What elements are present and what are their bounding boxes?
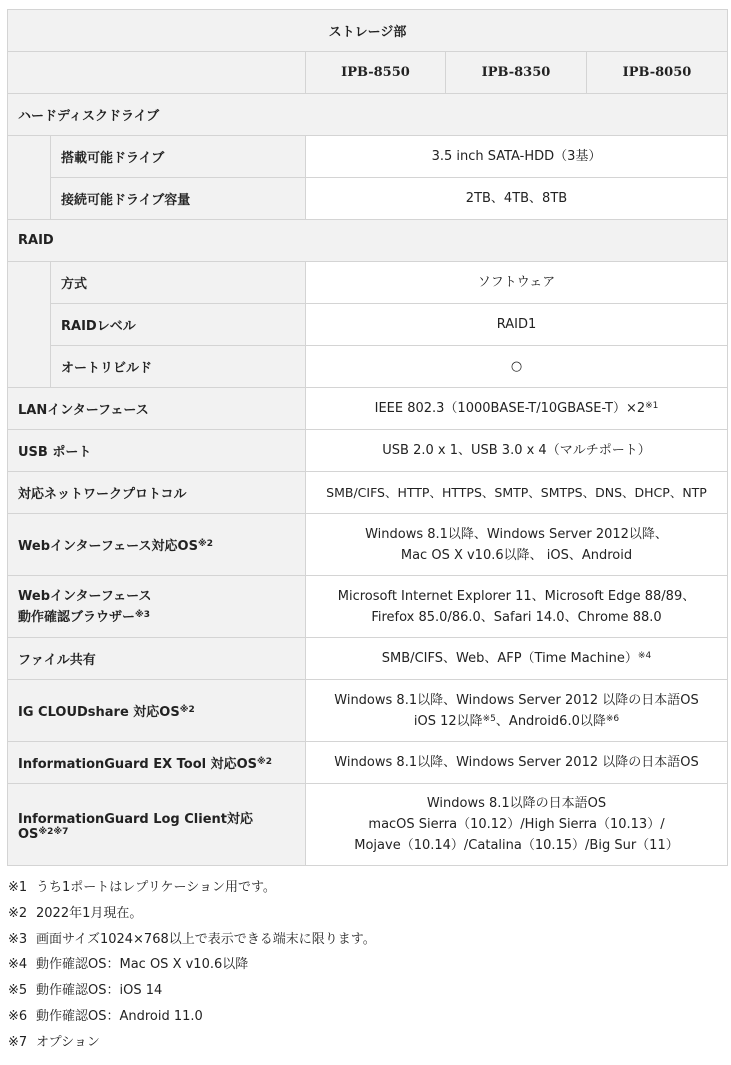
- section-raid-heading: RAID: [8, 220, 728, 262]
- file-share-note-ref: ※4: [637, 651, 652, 661]
- extool-note-ref: ※2: [257, 757, 273, 767]
- extool-label: InformationGuard EX Tool 対応OS$^{※2}$: [8, 742, 306, 784]
- auto-rebuild-value: ○: [306, 346, 728, 388]
- extool-value: Windows 8.1以降、Windows Server 2012 以降の日本語OS: [306, 742, 728, 784]
- web-os-value: [306, 514, 728, 576]
- logclient-line-2: macOS Sierra（10.12）/High Sierra（10.13）/: [368, 817, 665, 832]
- browser-note-ref: ※3: [135, 609, 151, 620]
- footnote-text: うち1ポートはレプリケーション用です。: [36, 880, 276, 895]
- storage-spec-table: [7, 9, 728, 866]
- web-os-note-ref: ※2: [197, 539, 213, 549]
- capacity-value: 2TB、4TB、8TB: [306, 178, 728, 220]
- logclient-value: [306, 784, 728, 866]
- drive-value: 3.5 inch SATA-HDD（3基）: [306, 136, 728, 178]
- cloudshare-line-2: iOS 12以降$^{※5}$、Android6.0以降$^{※6}$: [413, 713, 620, 729]
- footnote-text: 2022年1月現在。: [36, 905, 143, 921]
- browser-label-line-2: 動作確認ブラウザー$^{※3}$: [18, 609, 151, 625]
- raid-method-value: ソフトウェア: [306, 262, 728, 304]
- cloudshare-note-ref: ※2: [179, 705, 195, 715]
- browser-line-2: Firefox 85.0/86.0、Safari 14.0、Chrome 88.0: [371, 609, 662, 625]
- footnote: [8, 952, 723, 978]
- file-share-value: SMB/CIFS、Web、AFP（Time Machine）$^{※4}$: [306, 638, 728, 680]
- cloudshare-value: [306, 680, 728, 742]
- raid-level-value: RAID1: [306, 304, 728, 346]
- footnote-text: 動作確認OS：iOS 14: [36, 983, 163, 999]
- browser-label: [8, 576, 306, 638]
- drive-label: 搭載可能ドライブ: [51, 136, 306, 178]
- footnote-mark: ※4: [8, 957, 28, 973]
- footnote-mark: ※7: [8, 1034, 28, 1050]
- protocol-label: 対応ネットワークプロトコル: [8, 472, 306, 514]
- file-share-label: ファイル共有: [8, 638, 306, 680]
- web-os-label: Webインターフェース対応OS$^{※2}$: [8, 514, 306, 576]
- cloudshare-label: IG CLOUDshare 対応OS$^{※2}$: [8, 680, 306, 742]
- footnote-text: オプション: [36, 1034, 100, 1050]
- model-ipb-8550: IPB-8550: [306, 52, 446, 94]
- footnote-text: 動作確認OS：Android 11.0: [36, 1008, 203, 1024]
- footnote: [8, 978, 723, 1004]
- auto-rebuild-label: オートリビルド: [51, 346, 306, 388]
- section-hdd-heading: ハードディスクドライブ: [8, 94, 728, 136]
- footnote-text: 動作確認OS：Mac OS X v10.6以降: [36, 957, 249, 973]
- model-ipb-8050: IPB-8050: [587, 52, 728, 94]
- footnote-mark: ※6: [8, 1008, 28, 1024]
- footnote: [8, 1004, 723, 1030]
- raid-level-label: RAIDレベル: [51, 304, 306, 346]
- raid-method-label: 方式: [51, 262, 306, 304]
- capacity-label: 接続可能ドライブ容量: [51, 178, 306, 220]
- footnote-text: 画面サイズ1024×768以上で表示できる端末に限ります。: [36, 931, 376, 947]
- footnotes: [8, 875, 723, 1056]
- footnote-mark: ※3: [8, 931, 28, 947]
- table-title: ストレージ部: [8, 10, 728, 52]
- usb-label: USB ポート: [8, 430, 306, 472]
- lan-label: LANインターフェース: [8, 388, 306, 430]
- lan-note-ref: ※1: [645, 401, 659, 411]
- lan-value: IEEE $802.3(1000BASE-T/10GBASE-T)\times 2^{※1}$: [306, 388, 728, 430]
- usb-value: USB 2.0 x 1、USB 3.0 x 4（マルチポート）: [306, 430, 728, 472]
- cloudshare-note-ref-6: ※6: [605, 713, 620, 724]
- footnote-mark: ※1: [8, 880, 28, 895]
- raid-indent: [8, 262, 51, 388]
- logclient-note-ref: ※2※7: [38, 826, 69, 837]
- browser-value: [306, 576, 728, 638]
- footnote-mark: ※2: [8, 905, 28, 921]
- footnote: [8, 927, 723, 953]
- browser-label-line-1: Webインターフェース: [18, 588, 152, 604]
- cloudshare-note-ref-5: ※5: [482, 713, 496, 724]
- model-ipb-8350: IPB-8350: [446, 52, 587, 94]
- footnote-mark: ※5: [8, 983, 28, 999]
- footnote: [8, 875, 723, 901]
- footnote: [8, 901, 723, 927]
- model-header-blank: [8, 52, 306, 94]
- browser-line-1: Microsoft Internet Explorer 11、Microsoft Edge 88/89、: [337, 588, 696, 604]
- cloudshare-line-1: Windows 8.1以降、Windows Server 2012 以降の日本語OS: [334, 692, 699, 708]
- logclient-line-3: Mojave（10.14）/Catalina（10.15）/Big Sur（11）: [354, 838, 679, 853]
- protocol-value: SMB/CIFS、HTTP、HTTPS、SMTP、SMTPS、DNS、DHCP、NTP: [306, 472, 728, 514]
- web-os-line-1: Windows 8.1以降、Windows Server 2012以降、: [365, 526, 668, 542]
- web-os-line-2: Mac OS X v10.6以降、 iOS、Android: [400, 547, 633, 563]
- hdd-indent: [8, 136, 51, 220]
- logclient-label: InformationGuard Log Client対応$OS^{※2※7}$: [8, 784, 306, 866]
- logclient-line-1: Windows 8.1以降の日本語OS: [426, 796, 607, 811]
- footnote: [8, 1030, 723, 1056]
